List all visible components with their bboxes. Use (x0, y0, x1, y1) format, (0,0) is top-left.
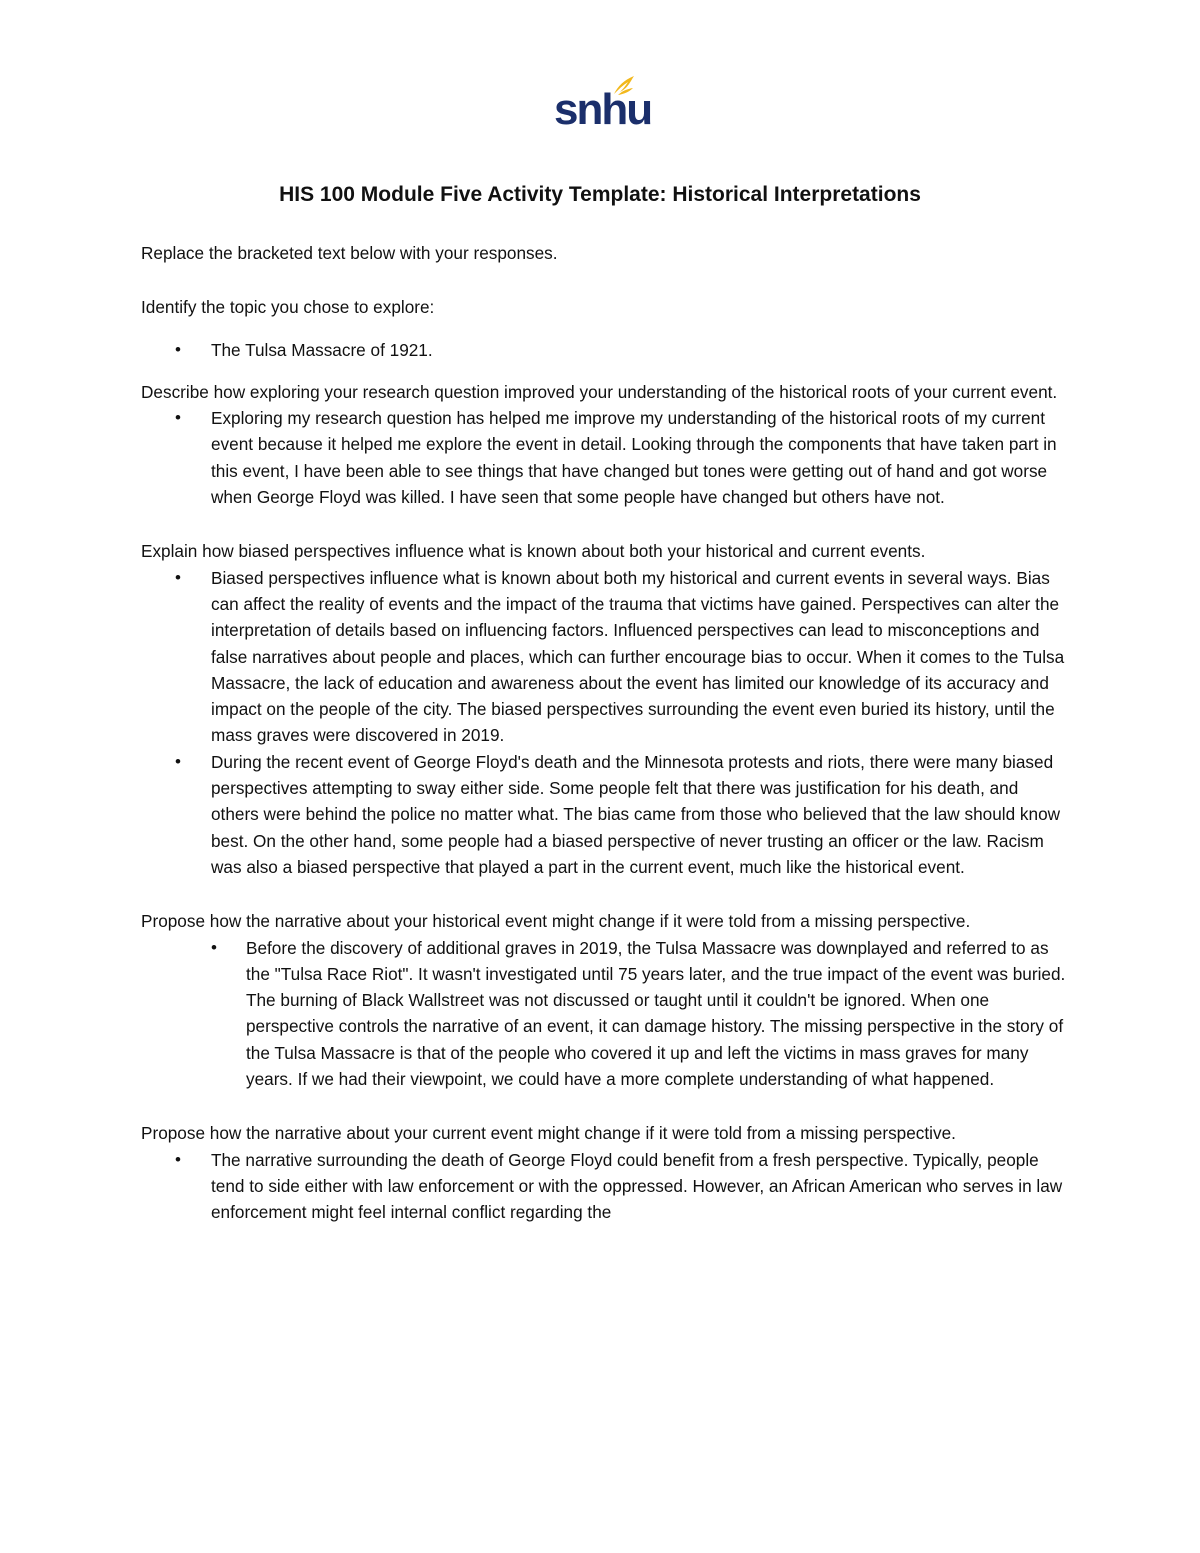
snhu-logo (554, 74, 652, 134)
bullet-list-historical-narrative (141, 935, 1066, 1093)
section-prompt-topic: Identify the topic you chose to explore: (141, 297, 435, 318)
list-item: • During the recent event of George Floyd's death and the Minnesota protests and riots, there were many biased perspectives attempting to sway either side. Some people felt that there was justification for his death, and others were behind the police no matter what. The bias came from those who believed that the law should know best. On the other hand, some people had a biased perspective of never trusting an officer or the law. Racism was also a biased perspective that played a part in the current event, much like the historical event. (141, 749, 1066, 880)
section-prompt-research: Describe how exploring your research question improved your understanding of the historical roots of your current event. (141, 381, 1058, 402)
bullet-list-topic (141, 337, 1066, 363)
list-item: • Biased perspectives influence what is known about both my historical and current events in several ways. Bias can affect the reality of events and the impact of the trauma that victims have gained. Perspectives can alter the interpretation of details based on influencing factors. Influenced perspectives can lead to misconceptions and false narratives about people and places, which can further encourage bias to occur. When it comes to the Tulsa Massacre, the lack of education and awareness about the event has limited our knowledge of its accuracy and impact on the people of the city. The biased perspectives surrounding the event even buried its history, until the mass graves were discovered in 2019. (141, 565, 1066, 749)
list-item: • The narrative surrounding the death of George Floyd could benefit from a fresh perspective. Typically, people tend to side either with law enforcement or with the oppressed. However, an African American who serves in law enforcement might feel internal conflict regarding the (141, 1147, 1066, 1226)
logo-wordmark: snhu (554, 85, 652, 134)
bullet-list-bias (141, 565, 1066, 881)
instructions-text: Replace the bracketed text below with your responses. (141, 243, 558, 263)
section-prompt-current-narrative: Propose how the narrative about your current event might change if it were told from a missing perspective. (141, 1123, 956, 1144)
list-item: • Exploring my research question has helped me improve my understanding of the historical roots of my current event because it helped me explore the event in detail. Looking through the components that have taken part in this event, I have been able to see things that have changed but tones were getting out of hand and got worse when George Floyd was killed. I have seen that some people have changed but others have not. (141, 405, 1066, 510)
section-prompt-historical-narrative: Propose how the narrative about your historical event might change if it were told from a missing perspective. (141, 911, 971, 932)
section-prompt-bias: Explain how biased perspectives influence what is known about both your historical and current events. (141, 541, 926, 562)
list-item: • Before the discovery of additional graves in 2019, the Tulsa Massacre was downplayed and referred to as the "Tulsa Race Riot". It wasn't investigated until 75 years later, and the true impact of the event was buried. The burning of Black Wallstreet was not discussed or taught until it couldn't be ignored. When one perspective controls the narrative of an event, it can damage history. The missing perspective in the story of the Tulsa Massacre is that of the people who covered it up and left the victims in mass graves for many years. If we had their viewpoint, we could have a more complete understanding of what happened. (141, 935, 1066, 1093)
document-body (141, 240, 1066, 1226)
document-title: HIS 100 Module Five Activity Template: Historical Interpretations (279, 183, 921, 206)
bullet-list-research (141, 405, 1066, 510)
bullet-list-current-narrative (141, 1147, 1066, 1226)
list-item: • The Tulsa Massacre of 1921. (141, 337, 1066, 363)
